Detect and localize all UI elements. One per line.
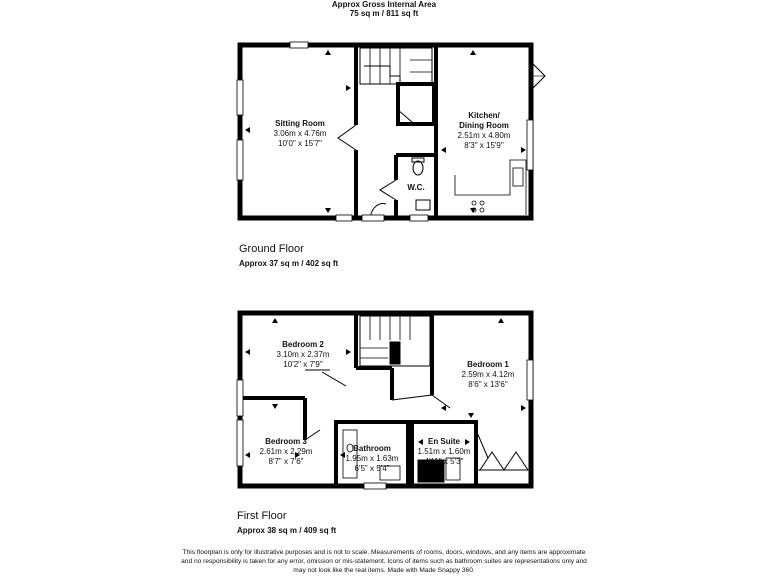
bedroom1-metric: 2.59m x 4.12m: [461, 370, 515, 379]
kitchen-imperial: 8'3" x 15'9": [464, 141, 504, 150]
ensuite-imperial: 4'11" x 5'3": [424, 457, 464, 466]
ensuite-label: [412, 437, 476, 467]
sitting-room-label: [246, 119, 354, 149]
kitchen-name-line1: Kitchen/: [468, 111, 500, 120]
sitting-room-imperial: 10'0" x 15'7": [278, 139, 322, 148]
bathroom-name: Bathroom: [353, 444, 391, 453]
kitchen-name-line2: Dining Room: [459, 121, 509, 130]
bedroom2-imperial: 10'2" x 7'9": [283, 360, 323, 369]
bedroom2-name: Bedroom 2: [282, 340, 324, 349]
bathroom-label: [332, 444, 412, 474]
bedroom3-metric: 2.61m x 2.29m: [259, 447, 313, 456]
bathroom-imperial: 6'5" x 5'4": [354, 464, 390, 473]
gross-area-title: Approx Gross Internal Area: [331, 0, 437, 9]
bedroom3-label: [240, 437, 332, 467]
ground-floor-title: Ground Floor: [239, 243, 304, 255]
sitting-room-name: Sitting Room: [275, 119, 325, 128]
disclaimer-line1: This floorplan is only for illustrative purposes and is not to scale. Measurements of rooms, doors, windows, and any items are approximate: [182, 549, 586, 556]
bathroom-metric: 1.95m x 1.63m: [345, 454, 399, 463]
bedroom1-name: Bedroom 1: [467, 360, 509, 369]
first-floor-area: Approx 38 sq m / 409 sq ft: [237, 526, 337, 535]
bedroom2-label: [258, 340, 348, 370]
kitchen-label: [440, 111, 528, 151]
gross-area-value: 75 sq m / 811 sq ft: [349, 9, 419, 18]
bedroom2-metric: 3.10m x 2.37m: [276, 350, 330, 359]
bedroom1-label: [446, 360, 530, 390]
bedroom1-imperial: 8'6" x 13'6": [468, 380, 508, 389]
bedroom3-name: Bedroom 3: [265, 437, 307, 446]
wc-name: W.C.: [407, 183, 425, 192]
ground-floor-area: Approx 37 sq m / 402 sq ft: [239, 259, 339, 268]
ensuite-metric: 1.51m x 1.60m: [417, 447, 471, 456]
first-floor-title: First Floor: [237, 510, 287, 522]
ensuite-name: En Suite: [427, 437, 460, 446]
wc-label: [398, 183, 434, 193]
sitting-room-metric: 3.06m x 4.76m: [273, 129, 327, 138]
disclaimer-line3: may not look like the real items. Made with Made Snappy 360.: [293, 567, 475, 574]
disclaimer-line2: and no responsibility is taken for any error, omission or mis-statement. Icons of items such as bathroom suites are representations only and: [181, 558, 587, 565]
kitchen-metric: 2.51m x 4.80m: [457, 131, 511, 140]
bedroom3-imperial: 8'7" x 7'6": [268, 457, 304, 466]
